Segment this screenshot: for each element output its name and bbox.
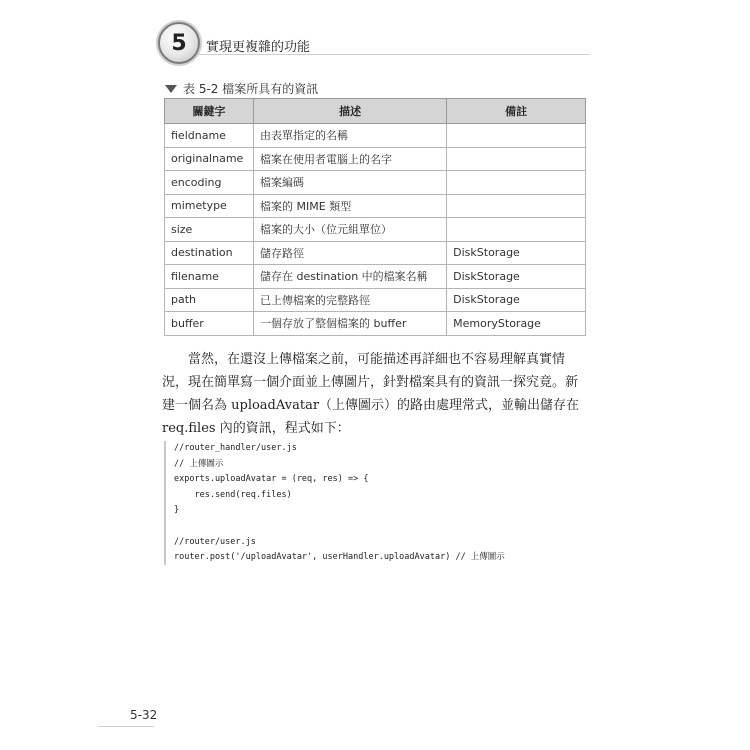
cell-description: 檔案編碼 [254, 171, 447, 195]
cell-keyword: mimetype [165, 194, 254, 218]
cell-keyword: fieldname [165, 124, 254, 148]
column-header-description: 描述 [254, 99, 447, 124]
chapter-number-badge [158, 22, 200, 64]
cell-note [447, 147, 586, 171]
cell-description: 儲存在 destination 中的檔案名稱 [254, 265, 447, 289]
code-line: router.post('/uploadAvatar', userHandler.uploadAvatar) // 上傳圖示 [174, 552, 505, 563]
cell-note: DiskStorage [447, 241, 586, 265]
table-row [165, 218, 586, 242]
cell-description: 檔案在使用者電腦上的名字 [254, 147, 447, 171]
cell-note [447, 194, 586, 218]
cell-description: 由表單指定的名稱 [254, 124, 447, 148]
table-row [165, 265, 586, 289]
table-row [165, 288, 586, 312]
code-line: // 上傳圖示 [174, 458, 224, 469]
chapter-title: 實現更複雜的功能 [206, 40, 311, 55]
cell-note: DiskStorage [447, 288, 586, 312]
cell-description: 儲存路徑 [254, 241, 447, 265]
table-caption-text: 表 5-2 檔案所具有的資訊 [183, 82, 319, 96]
chapter-number: 5 [171, 30, 187, 56]
table-row [165, 312, 586, 336]
cell-keyword: encoding [165, 171, 254, 195]
footer-rule [98, 726, 154, 727]
code-block [164, 441, 588, 565]
table-row [165, 171, 586, 195]
cell-description: 一個存放了整個檔案的 buffer [254, 312, 447, 336]
cell-note [447, 171, 586, 195]
file-info-table [164, 98, 586, 336]
cell-keyword: size [165, 218, 254, 242]
table-header-row [165, 99, 586, 124]
cell-note: MemoryStorage [447, 312, 586, 336]
table-row [165, 124, 586, 148]
cell-description: 檔案的大小（位元組單位） [254, 218, 447, 242]
cell-keyword: path [165, 288, 254, 312]
code-line: res.send(req.files) [174, 489, 292, 500]
body-paragraph: 當然，在還沒上傳檔案之前，可能描述再詳細也不容易理解真實情況，現在簡單寫一個介面並上傳圖片，針對檔案具有的資訊一探究竟。新建一個名為 uploadAvatar（上傳圖示）的路由處理常式，並輸出儲存在 req.files 內的資訊，程式如下： [162, 352, 580, 436]
cell-description: 檔案的 MIME 類型 [254, 194, 447, 218]
cell-keyword: filename [165, 265, 254, 289]
code-line: exports.uploadAvatar = (req, res) => { [174, 474, 369, 485]
table-row [165, 194, 586, 218]
chapter-header [158, 22, 590, 62]
table-caption [165, 80, 318, 97]
column-header-keyword: 關鍵字 [165, 99, 254, 124]
cell-description: 已上傳檔案的完整路徑 [254, 288, 447, 312]
table-row [165, 147, 586, 171]
column-header-note: 備註 [447, 99, 586, 124]
cell-note: DiskStorage [447, 265, 586, 289]
cell-keyword: buffer [165, 312, 254, 336]
triangle-down-icon [165, 85, 177, 93]
code-line: } [174, 505, 180, 516]
cell-keyword: originalname [165, 147, 254, 171]
cell-keyword: destination [165, 241, 254, 265]
cell-note [447, 124, 586, 148]
table-row [165, 241, 586, 265]
page-number: 5-32 [130, 708, 158, 722]
code-line: //router_handler/user.js [174, 443, 297, 453]
code-line: //router/user.js [174, 536, 256, 547]
code-line [174, 519, 588, 535]
cell-note [447, 218, 586, 242]
header-rule [198, 54, 590, 55]
